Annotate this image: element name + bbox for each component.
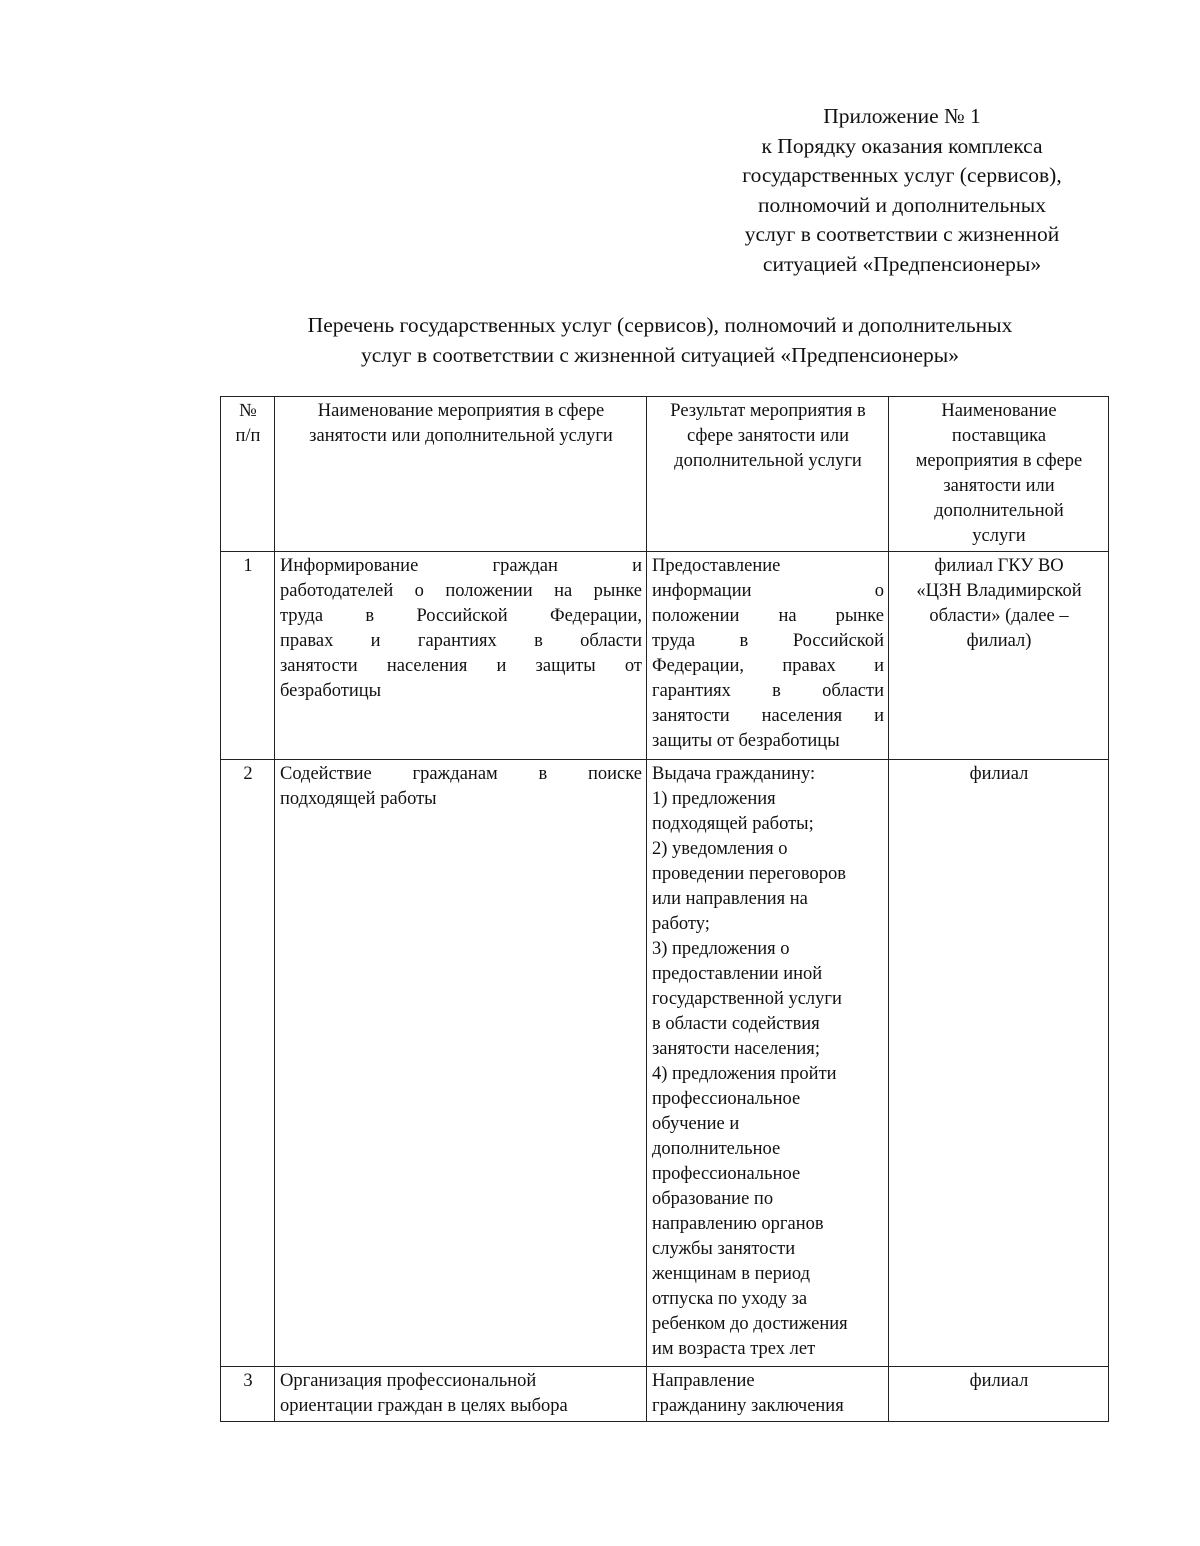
title-line: Перечень государственных услуг (сервисов), полномочий и дополнительных <box>307 313 1013 337</box>
appendix-line: услуг в соответствии с жизненной <box>744 222 1060 246</box>
header-provider: Наименование поставщика мероприятия в сфере занятости или дополнительной услуги <box>889 397 1109 552</box>
row-number: 1 <box>221 552 275 760</box>
appendix-header <box>682 102 1122 279</box>
document-title <box>180 310 1140 370</box>
appendix-line: Приложение № 1 <box>823 104 981 128</box>
row-number: 2 <box>221 760 275 1367</box>
header-activity: Наименование мероприятия в сфере занятости или дополнительной услуги <box>275 397 647 552</box>
header-num: № п/п <box>221 397 275 552</box>
activity-cell: Информирование граждан и работодателей о положении на рынке труда в Российской Федерации, правах и гарантиях в области занятости населения и защиты от безработицы <box>275 552 647 760</box>
result-cell: Направление гражданину заключения <box>647 1367 889 1422</box>
table-row <box>221 552 1109 760</box>
appendix-line: к Порядку оказания комплекса <box>761 133 1043 158</box>
result-cell: Выдача гражданину: 1) предложения подходящей работы; 2) уведомления о проведении переговоров или направления на работу; 3) предложения о предоставлении иной государственной услуги в области содействия занятости населения; 4) предложения пройти профессиональное обучение и дополнительное профессиональное образование по направлению органов службы занятости женщинам в период отпуска по уходу за ребенком до достижения им возраста трех лет <box>647 760 889 1367</box>
appendix-line: ситуацией «Предпенсионеры» <box>762 251 1042 276</box>
activity-cell: Организация профессиональной ориентации граждан в целях выбора <box>275 1367 647 1422</box>
title-line: услуг в соответствии с жизненной ситуацией «Предпенсионеры» <box>361 343 959 367</box>
services-table <box>220 396 1109 1422</box>
provider-cell: филиал <box>889 1367 1109 1422</box>
appendix-line: полномочий и дополнительных <box>757 192 1046 217</box>
table-row <box>221 760 1109 1367</box>
row-number: 3 <box>221 1367 275 1422</box>
provider-cell: филиал ГКУ ВО «ЦЗН Владимирской области» (далее – филиал) <box>889 552 1109 760</box>
activity-cell: Содействие гражданам в поиске подходящей работы <box>275 760 647 1367</box>
header-result: Результат мероприятия в сфере занятости или дополнительной услуги <box>647 397 889 552</box>
table-row <box>221 1367 1109 1422</box>
table-header-row <box>221 397 1109 552</box>
appendix-line: государственных услуг (сервисов), <box>742 163 1062 187</box>
result-cell: Предоставление информации о положении на рынке труда в Российской Федерации, правах и гарантиях в области занятости населения и защиты от безработицы <box>647 552 889 760</box>
provider-cell: филиал <box>889 760 1109 1367</box>
